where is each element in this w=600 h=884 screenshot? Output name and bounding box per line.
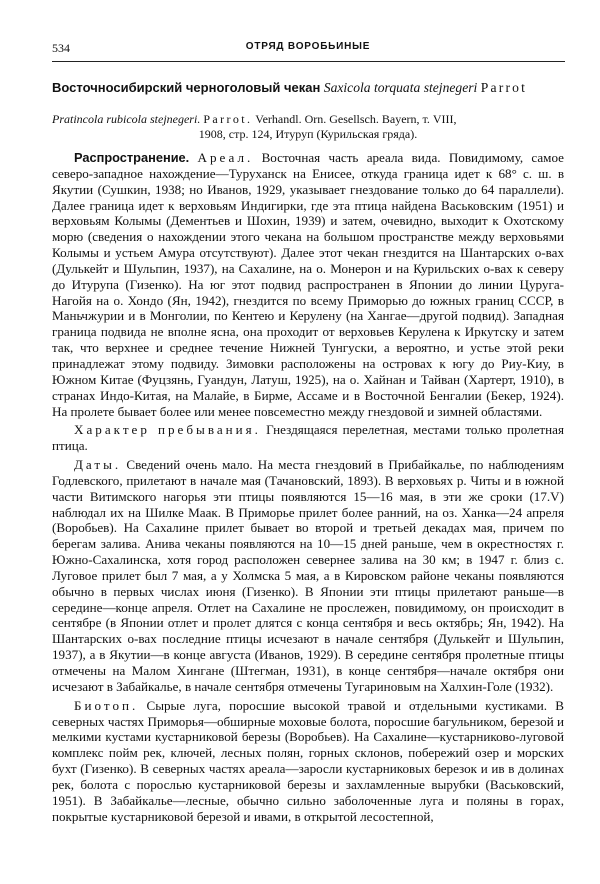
residence-heading: Характер пребывания. <box>74 422 261 438</box>
species-scientific-name: Saxicola torquata stejnegeri <box>323 80 478 95</box>
distribution-subheading: Ареал. <box>197 150 254 165</box>
body-text <box>52 150 564 824</box>
paragraph-dates <box>52 457 564 695</box>
dates-heading: Даты. <box>74 457 122 473</box>
residence-text: Гнездящаяся перелетная, местами только пролетная птица. <box>52 422 564 454</box>
species-title <box>52 80 572 96</box>
biotope-text: Сырые луга, поросшие высокой травой и отдельными кустиками. В северных частях Приморья—обширные моховые болота, поросшие багульником, березой и мелкими кустами кустарниковой березы (Воробьев). На Сахалине—кустарниково-луговой комплекс пойм рек, ключей, лесных полян, горных склонов, побережий озер и морских бухт (Гизенко). В северных частях ареала—заросли кустарниковых березок и ив в долинах рек, болота с порослью кустарниковой березы и захламленные вырубки (Васьковский, 1951). В Забайкалье—лесные, обычно сильно заболоченные луга и поляны в горах, покрытые кустарниковой березой и ивами, в открытой лесостепной, <box>52 697 564 824</box>
paragraph-biotope <box>52 698 564 825</box>
dates-text: Сведений очень мало. На места гнездовий в Прибайкалье, по наблюдениям Годлевского, прилетают в начале мая (Тачановский, 1893). В верховьях р. Читы и в южной части Витимского нагорья эти птицы появляются 15—16 мая, в эти же сроки (17.V) наблюдал их на Шилке Маак. В Приморье прилет более ранний, на оз. Ханка—24 апреля (Воробьев). На Сахалине прилет бывает во второй и третьей декадах мая, причем по берегам залива. Анива чеканы появляются на 10—15 дней раньше, чем в окрестностях г. Южно-Сахалинска, хотя город расположен севернее залива на 30 км; в 1947 г. близ с. Луговое прилет был 7 мая, а у Холмска 5 мая, а в Кировском районе чеканы появляются обычно в первых числах июня (Гизенко). В Японии эти птицы прилетают раньше—в середине—конце апреля. Отлет на Сахалине не прослежен, повидимому, он происходит в сентябре (в Японии отлет и пролет длятся с конца сентября и весь октябрь; Ян, 1942). На Шантарских о-вах последние птицы исчезают в начале сентября (Дулькейт и Шульпин, 1937), а в Якутии—в конце августа (Иванов, 1929). В середине сентября пролетные птицы отмечены на Малом Хингане (Штегман, 1931), в конце сентября—начале октября они исчезают в Забайкалье, в начале сентября отмечены Тугариновым на Халхин-Голе (1932). <box>52 457 564 694</box>
page-number: 534 <box>52 41 70 55</box>
synonym-block <box>52 112 564 142</box>
species-author: Parrot <box>480 80 528 95</box>
running-head: ОТРЯД ВОРОБЬИНЫЕ <box>245 41 371 52</box>
page-header <box>52 41 564 57</box>
synonym-name: Pratincola rubicola stejnegeri. <box>52 112 201 126</box>
species-common-name: Восточносибирский черноголовый чекан <box>52 80 321 95</box>
synonym-reference-2: 1908, стр. 124, Итуруп (Курильская гряда). <box>198 127 418 141</box>
synonym-reference-1: Verhandl. Orn. Gesellsch. Bayern, т. VIII, <box>255 112 457 126</box>
paragraph-distribution <box>52 150 564 419</box>
distribution-text: Восточная часть ареала вида. Повидимому, самое северо-западное нахождение—Туруханск на Енисее, откуда граница идет к 68° с. ш. в Якутии (Сушкин, 1938; но Иванов, 1929, указывает гнездование только до 64 параллели). Далее граница идет к верховьям Индигирки, где эта птица найдена Васьковским (1951) и верховьям Колымы (Дементьев и Шохин, 1939) и затем, очевидно, выходит к Охотскому морю (сведения о нахождении этого чекана на большом пространстве между верховьями Колымы и устьем Амура отсутствуют). Далее этот чекан гнездится на Шантарских о-вах (Дулькейт и Шульпин, 1937), на Сахалине, на о. Монерон и на Курильских о-вах к северу до Итурупа (Гизенко). На юг этот подвид распространен в Японии до линии Цуруга-Нагойя на о. Хондо (Ян, 1942), гнездится по всему Приморью до южных границ СССР, в Маньчжурии и в Монголии, по Кентею и Керулену (на Хангае—другой подвид). Западная граница подвида не вполне ясна, она проходит от верховьев Керулена к Иркутску и затем так, что верхнее и среднее течение Нижней Тунгуски, а вероятно, и устье этой реки принадлежат этому подвиду. Зимовки расположены на островах к югу до Риу-Киу, в Южном Китае (Фуцзянь, Гуандун, Латуш, 1925), на о. Хайнан и Тайван (Хартерт, 1910), в странах Индо-Китая, на Малайе, в Бирме, Ассаме и в Восточной Бенгалии (Бекер, 1924). На пролете бывает более или менее повсеместно между гнездовой и зимней областями. <box>52 150 564 419</box>
synonym-line-1 <box>52 112 564 127</box>
header-rule <box>52 61 565 62</box>
distribution-heading: Распространение. <box>74 150 190 165</box>
paragraph-residence <box>52 422 564 454</box>
synonym-author: Parrot. <box>203 112 253 126</box>
biotope-heading: Биотоп. <box>74 697 139 713</box>
